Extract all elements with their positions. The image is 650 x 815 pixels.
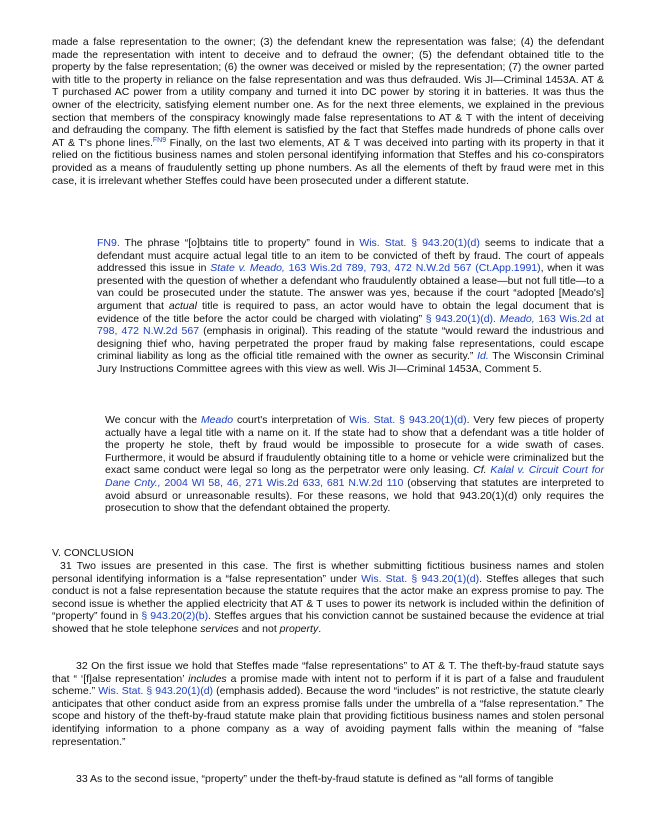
citation-link[interactable]: 163 Wis.2d 789, 793, 472 N.W.2d 567 (Ct.App.1991) bbox=[284, 262, 541, 275]
citation-link[interactable]: § 943.20(1)(d). bbox=[425, 312, 496, 325]
citation-link[interactable]: Wis. Stat. § 943.20(1)(d) bbox=[349, 414, 467, 426]
citation-link[interactable]: Wis. Stat. § 943.20(1)(d) bbox=[359, 237, 480, 249]
footnote-ref-fn9[interactable]: FN9 bbox=[152, 136, 167, 144]
paragraph-32: 32 On the first issue we hold that Steffes made “false representations” to AT & T. The theft-by-fraud statute says that “ ‘[f]alse representation’ includes a promise made with intent not to perform if it is part of a false and fraudulent scheme.” Wis. Stat. § 943.20(1)(d) (emphasis added). Because the word “includes” is not restrictive, the statute clearly anticipates that other conduct aside from an express promise falls under the umbrella of a “false representation.” The scope and history of the theft-by-fraud statute make plain that providing fictitious business names and stolen personal identifying information to a phone company as a way of avoiding payment falls within the meaning of “false representation.” bbox=[52, 660, 604, 748]
citation-link[interactable]: Wis. Stat. § 943.20(1)(d) bbox=[98, 685, 214, 698]
case-link-meado[interactable]: Meado, bbox=[499, 312, 535, 325]
footnote-fn9-continued: We concur with the Meado court's interpretation of Wis. Stat. § 943.20(1)(d). Very few pieces of property actually have a legal title with a name on it. If the state had to show that a defendant was a title holder of the property he stole, theft by fraud would be impossible to prosecute for a wide swath of cases. Furthermore, it would be absurd if fraudulently obtaining title to a home or vehicle were criminalized but the exact same conduct were legal so long as the perpetrator were only leasing. Cf. Kalal v. Circuit Court for Dane Cnty., 2004 WI 58, 46, 271 Wis.2d 633, 681 N.W.2d 110 (observing that statutes are interpreted to avoid absurd or unreasonable results). For these reasons, we hold that 943.20(1)(d) only requires the prosecution to show that the defendant obtained the property. bbox=[105, 414, 605, 515]
footnote-fn9: FN9. The phrase “[o]btains title to property” found in Wis. Stat. § 943.20(1)(d) seems to indicate that a defendant must acquire actual legal title to an item to be convicted of theft by fraud. The court of appeals addressed this issue in State v. Meado, 163 Wis.2d 789, 793, 472 N.W.2d 567 (Ct.App.1991), when it was presented with the question of whether a defendant who fraudulently obtained a lease—but not full title—to a van could be prosecuted under the statute. The answer was yes, because if the court “adopted [Meado's] argument that actual title is required to pass, an actor would have to obtain the legal document that is evidence of the title before the actor could be charged with violating” § 943.20(1)(d). Meado, 163 Wis.2d at 798, 472 N.W.2d 567 (emphasis in original). This reading of the statute “would reward the industrious and designing thief who, having perpetrated the proper fraud by making false representations, could escape criminal liability as long as the official title remained with the owner as security.” Id. The Wisconsin Criminal Jury Instructions Committee agrees with this view as well. Wis JI—Criminal 1453A, Comment 5. bbox=[97, 237, 604, 375]
case-link-meado[interactable]: Meado bbox=[200, 414, 234, 426]
id-link[interactable]: Id. bbox=[477, 350, 489, 363]
section-heading-conclusion: V. CONCLUSION bbox=[52, 547, 134, 559]
footnote-label-fn9[interactable]: FN9. bbox=[97, 237, 120, 249]
citation-link[interactable]: 163 Wis.2d at 798, 472 N.W.2d 567 bbox=[97, 312, 604, 338]
citation-link[interactable]: Wis. Stat. § 943.20(1)(d) bbox=[361, 572, 480, 585]
paragraph-33: 33 As to the second issue, “property” under the theft-by-fraud statute is defined as “all forms of tangible bbox=[76, 773, 554, 785]
paragraph-elements-of-theft: made a false representation to the owner; (3) the defendant knew the representation was false; (4) the defendant made the representation with intent to deceive and to defraud the owner; (5) the defendant obtained title to the property by the false representation; (6) the owner was deceived or misled by the representation; (7) the owner parted with title to the property in reliance on the false representation and was thus defrauded. Wis JI—Criminal 1453A. AT & T purchased AC power from a utility company and turned it into DC power by storing it in batteries. It was thus the owner of the electricity, satisfying element number one. As for the next three elements, we explained in the previous section that members of the conspiracy knowingly made false representations to AT & T with the intent of deceiving and defrauding the company. The fifth element is satisfied by the fact that Steffes made hundreds of phone calls over AT & T's phone lines.$^{FN9}$ Finally, on the last two elements, AT & T was deceived into parting with its property in that it relied on the fictitious business names and stolen personal identifying information that Steffes and his co-conspirators provided as a means of fraudulently setting up phone numbers. As all the elements of theft by fraud were met in this case, it is irrelevant whether Steffes could have been prosecuted under a different statute. bbox=[52, 36, 605, 187]
paragraph-31: 31 Two issues are presented in this case. The first is whether submitting fictitious business names and stolen personal identifying information is a “false representation” under Wis. Stat. § 943.20(1)(d). Steffes alleges that such conduct is not a false representation because the statute requires that the actor make an express promise to pay. The second issue is whether the applied electricity that AT & T uses to power its network is included within the definition of “property” found in § 943.20(2)(b). Steffes argues that his conviction cannot be sustained because the evidence at trial showed that he stole telephone services and not property. bbox=[52, 560, 604, 635]
case-link-kalal[interactable]: Kalal v. Circuit Court for Dane Cnty., bbox=[105, 464, 605, 489]
citation-link[interactable]: § 943.20(2)(b) bbox=[141, 610, 209, 623]
citation-link[interactable]: 2004 WI 58, 46, 271 Wis.2d 633, 681 N.W.2d 110 bbox=[160, 476, 404, 489]
case-link-meado[interactable]: State v. Meado, bbox=[210, 262, 285, 275]
